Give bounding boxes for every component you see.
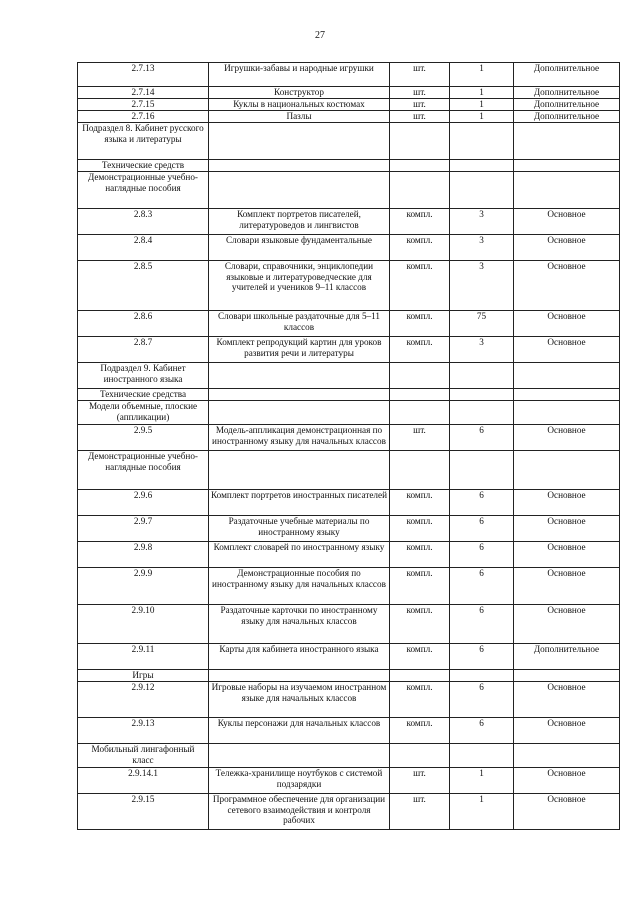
code-cell: 2.9.8: [78, 542, 209, 568]
code-cell: Демонстрационные учебно-наглядные пособия: [78, 172, 209, 209]
table-row: [78, 401, 620, 425]
qty-cell: 75: [450, 311, 514, 337]
unit-cell: [390, 172, 450, 209]
unit-cell: [390, 160, 450, 172]
category-cell: [514, 670, 620, 682]
name-cell: [209, 744, 390, 768]
table-row: [78, 682, 620, 718]
unit-cell: компл.: [390, 644, 450, 670]
qty-cell: 3: [450, 209, 514, 235]
unit-cell: [390, 401, 450, 425]
category-cell: Дополнительное: [514, 63, 620, 87]
table-row: [78, 363, 620, 389]
qty-cell: 6: [450, 490, 514, 516]
unit-cell: компл.: [390, 337, 450, 363]
table-row: [78, 123, 620, 160]
unit-cell: шт.: [390, 768, 450, 794]
unit-cell: шт.: [390, 99, 450, 111]
code-cell: 2.9.15: [78, 794, 209, 830]
code-cell: Модели объемные, плоские (аппликации): [78, 401, 209, 425]
code-cell: 2.9.5: [78, 425, 209, 451]
category-cell: Основное: [514, 235, 620, 261]
code-cell: Игры: [78, 670, 209, 682]
name-cell: Словари школьные раздаточные для 5–11 классов: [209, 311, 390, 337]
name-cell: Модель-аппликация демонстрационная по иностранному языку для начальных классов: [209, 425, 390, 451]
name-cell: Словари, справочники, энциклопедии языковые и литературоведческие для учителей и учеников 9–11 классов: [209, 261, 390, 311]
name-cell: Словари языковые фундаментальные: [209, 235, 390, 261]
category-cell: Дополнительное: [514, 111, 620, 123]
unit-cell: [390, 123, 450, 160]
category-cell: Дополнительное: [514, 99, 620, 111]
name-cell: Игровые наборы на изучаемом иностранном языке для начальных классов: [209, 682, 390, 718]
page-number: 27: [315, 30, 325, 41]
qty-cell: [450, 123, 514, 160]
code-cell: 2.9.7: [78, 516, 209, 542]
code-cell: 2.7.14: [78, 87, 209, 99]
name-cell: [209, 123, 390, 160]
category-cell: Дополнительное: [514, 644, 620, 670]
code-cell: 2.9.10: [78, 605, 209, 644]
qty-cell: [450, 670, 514, 682]
category-cell: [514, 389, 620, 401]
code-cell: 2.8.7: [78, 337, 209, 363]
unit-cell: компл.: [390, 568, 450, 605]
unit-cell: [390, 744, 450, 768]
code-cell: 2.8.4: [78, 235, 209, 261]
category-cell: Основное: [514, 261, 620, 311]
unit-cell: компл.: [390, 542, 450, 568]
table-row: [78, 111, 620, 123]
code-cell: Демонстрационные учебно-наглядные пособия: [78, 451, 209, 490]
name-cell: Программное обеспечение для организации сетевого взаимодействия и контроля рабочих: [209, 794, 390, 830]
name-cell: Раздаточные карточки по иностранному языку для начальных классов: [209, 605, 390, 644]
unit-cell: компл.: [390, 311, 450, 337]
category-cell: Основное: [514, 516, 620, 542]
table-row: [78, 172, 620, 209]
category-cell: Основное: [514, 209, 620, 235]
table-row: [78, 337, 620, 363]
code-cell: Технические средств: [78, 160, 209, 172]
unit-cell: шт.: [390, 111, 450, 123]
unit-cell: компл.: [390, 261, 450, 311]
name-cell: Комплект репродукций картин для уроков развития речи и литературы: [209, 337, 390, 363]
table-row: [78, 87, 620, 99]
qty-cell: [450, 451, 514, 490]
code-cell: 2.8.5: [78, 261, 209, 311]
unit-cell: шт.: [390, 425, 450, 451]
table-row: [78, 63, 620, 87]
name-cell: Демонстрационные пособия по иностранному языку для начальных классов: [209, 568, 390, 605]
qty-cell: 6: [450, 542, 514, 568]
equipment-table: [77, 62, 620, 830]
unit-cell: шт.: [390, 794, 450, 830]
code-cell: Подраздел 8. Кабинет русского языка и литературы: [78, 123, 209, 160]
unit-cell: [390, 363, 450, 389]
qty-cell: [450, 172, 514, 209]
qty-cell: 3: [450, 337, 514, 363]
qty-cell: [450, 401, 514, 425]
equipment-table-body: [78, 63, 620, 830]
unit-cell: компл.: [390, 682, 450, 718]
qty-cell: 6: [450, 516, 514, 542]
table-row: [78, 568, 620, 605]
name-cell: Куклы персонажи для начальных классов: [209, 718, 390, 744]
name-cell: [209, 172, 390, 209]
table-row: [78, 389, 620, 401]
code-cell: 2.9.11: [78, 644, 209, 670]
qty-cell: [450, 389, 514, 401]
category-cell: Основное: [514, 682, 620, 718]
category-cell: Основное: [514, 490, 620, 516]
qty-cell: 6: [450, 718, 514, 744]
category-cell: Основное: [514, 337, 620, 363]
qty-cell: 6: [450, 682, 514, 718]
qty-cell: [450, 160, 514, 172]
name-cell: Игрушки-забавы и народные игрушки: [209, 63, 390, 87]
category-cell: [514, 401, 620, 425]
code-cell: 2.8.6: [78, 311, 209, 337]
table-row: [78, 235, 620, 261]
name-cell: [209, 401, 390, 425]
name-cell: Карты для кабинета иностранного языка: [209, 644, 390, 670]
code-cell: Подраздел 9. Кабинет иностранного языка: [78, 363, 209, 389]
table-row: [78, 490, 620, 516]
unit-cell: компл.: [390, 209, 450, 235]
qty-cell: 6: [450, 605, 514, 644]
category-cell: [514, 363, 620, 389]
qty-cell: [450, 744, 514, 768]
table-row: [78, 718, 620, 744]
name-cell: Конструктор: [209, 87, 390, 99]
table-row: [78, 209, 620, 235]
qty-cell: 1: [450, 87, 514, 99]
unit-cell: компл.: [390, 718, 450, 744]
name-cell: Комплект словарей по иностранному языку: [209, 542, 390, 568]
code-cell: Технические средства: [78, 389, 209, 401]
category-cell: [514, 744, 620, 768]
name-cell: [209, 389, 390, 401]
table-row: [78, 261, 620, 311]
unit-cell: компл.: [390, 605, 450, 644]
category-cell: [514, 172, 620, 209]
code-cell: 2.9.9: [78, 568, 209, 605]
category-cell: Основное: [514, 425, 620, 451]
qty-cell: 6: [450, 568, 514, 605]
category-cell: Основное: [514, 605, 620, 644]
category-cell: Основное: [514, 542, 620, 568]
name-cell: [209, 363, 390, 389]
qty-cell: 6: [450, 644, 514, 670]
table-row: [78, 516, 620, 542]
code-cell: 2.9.6: [78, 490, 209, 516]
table-row: [78, 542, 620, 568]
name-cell: Комплект портретов иностранных писателей: [209, 490, 390, 516]
category-cell: Основное: [514, 568, 620, 605]
unit-cell: шт.: [390, 63, 450, 87]
qty-cell: 1: [450, 99, 514, 111]
name-cell: [209, 160, 390, 172]
name-cell: Раздаточные учебные материалы по иностранному языку: [209, 516, 390, 542]
table-row: [78, 794, 620, 830]
name-cell: Комплект портретов писателей, литературоведов и лингвистов: [209, 209, 390, 235]
code-cell: 2.8.3: [78, 209, 209, 235]
qty-cell: 1: [450, 111, 514, 123]
qty-cell: 3: [450, 235, 514, 261]
category-cell: [514, 123, 620, 160]
table-row: [78, 99, 620, 111]
qty-cell: 1: [450, 63, 514, 87]
table-row: [78, 768, 620, 794]
qty-cell: 3: [450, 261, 514, 311]
table-row: [78, 451, 620, 490]
category-cell: [514, 160, 620, 172]
unit-cell: [390, 389, 450, 401]
qty-cell: 1: [450, 794, 514, 830]
qty-cell: [450, 363, 514, 389]
name-cell: Тележка-хранилище ноутбуков с системой подзарядки: [209, 768, 390, 794]
name-cell: Куклы в национальных костюмах: [209, 99, 390, 111]
code-cell: 2.7.16: [78, 111, 209, 123]
name-cell: [209, 451, 390, 490]
unit-cell: [390, 670, 450, 682]
unit-cell: компл.: [390, 235, 450, 261]
table-row: [78, 160, 620, 172]
code-cell: 2.9.14.1: [78, 768, 209, 794]
category-cell: Дополнительное: [514, 87, 620, 99]
category-cell: Основное: [514, 768, 620, 794]
unit-cell: компл.: [390, 516, 450, 542]
table-row: [78, 311, 620, 337]
table-row: [78, 670, 620, 682]
code-cell: 2.7.15: [78, 99, 209, 111]
code-cell: Мобильный лингафонный класс: [78, 744, 209, 768]
qty-cell: 1: [450, 768, 514, 794]
unit-cell: компл.: [390, 490, 450, 516]
qty-cell: 6: [450, 425, 514, 451]
table-row: [78, 644, 620, 670]
unit-cell: шт.: [390, 87, 450, 99]
category-cell: [514, 451, 620, 490]
name-cell: [209, 670, 390, 682]
category-cell: Основное: [514, 794, 620, 830]
code-cell: 2.9.13: [78, 718, 209, 744]
category-cell: Основное: [514, 718, 620, 744]
unit-cell: [390, 451, 450, 490]
table-row: [78, 605, 620, 644]
code-cell: 2.9.12: [78, 682, 209, 718]
table-row: [78, 744, 620, 768]
category-cell: Основное: [514, 311, 620, 337]
code-cell: 2.7.13: [78, 63, 209, 87]
table-row: [78, 425, 620, 451]
name-cell: Пазлы: [209, 111, 390, 123]
